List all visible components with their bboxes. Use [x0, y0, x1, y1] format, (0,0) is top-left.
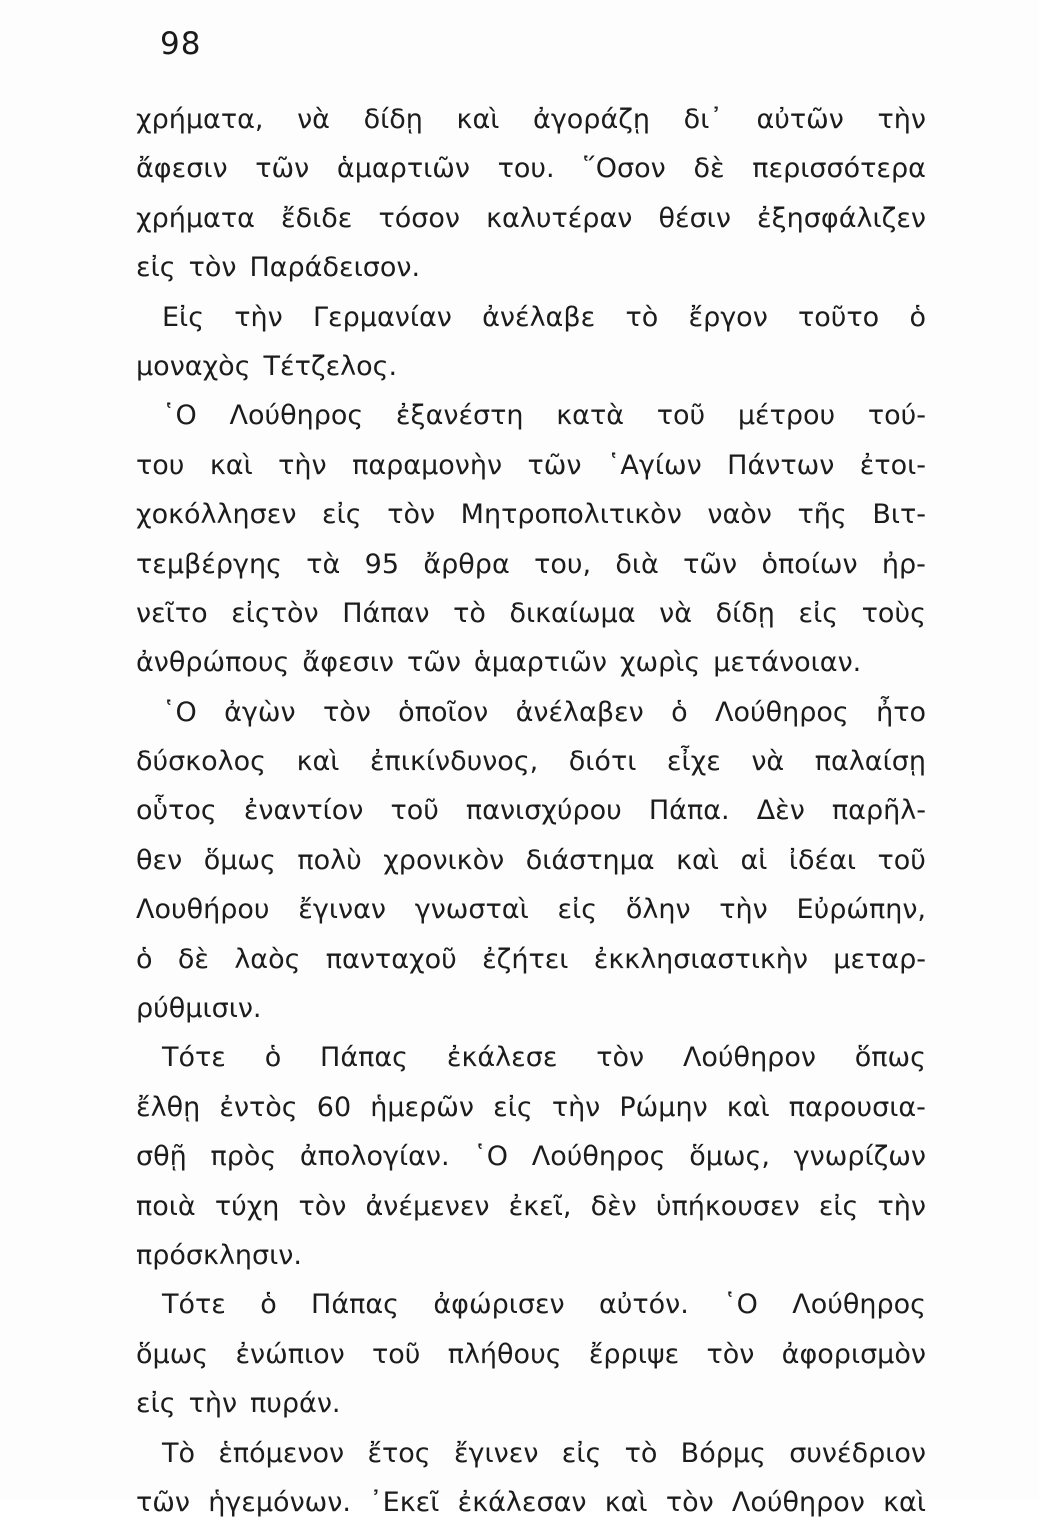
- word: Λούθηρος: [229, 400, 364, 432]
- word: νὰ: [297, 104, 330, 135]
- word: νὰ: [659, 597, 693, 629]
- word: νὰ: [751, 746, 785, 778]
- word: τού-: [867, 400, 926, 432]
- word: αὐτόν.: [598, 1289, 689, 1321]
- word: ἀνθρώπους: [136, 647, 290, 679]
- word: τῆς: [797, 499, 847, 531]
- word: ἦτο: [876, 696, 926, 728]
- word: καὶ: [296, 746, 340, 778]
- word: Γερμανίαν: [313, 301, 452, 333]
- word: διότι: [568, 746, 637, 778]
- word: τῶν: [255, 153, 310, 185]
- word: ἁμαρτιῶν: [473, 647, 607, 679]
- word: τὸν: [387, 499, 436, 531]
- word: εἰς: [798, 597, 839, 629]
- word: ἀνέμενεν: [365, 1190, 490, 1222]
- word: πλήθους: [447, 1338, 562, 1370]
- word: ὅμως: [203, 844, 276, 876]
- word: μοναχὸς: [136, 350, 251, 382]
- word: ῾Ο: [473, 1141, 509, 1173]
- text-line: [136, 1280, 926, 1329]
- word: τὸν: [322, 696, 371, 728]
- word: καὶ: [209, 449, 253, 481]
- word: τύχη: [214, 1190, 280, 1222]
- word: ῾Ο: [162, 696, 197, 728]
- text-line: [136, 540, 926, 589]
- word: καὶ: [883, 1486, 926, 1518]
- word: ποιὰ: [136, 1190, 196, 1222]
- word: περισσότερα: [752, 153, 926, 185]
- text-line: [136, 1033, 926, 1082]
- word: ρύθμισιν.: [136, 993, 262, 1025]
- word: ὁποῖον: [398, 696, 489, 728]
- word: ἐξησφάλιζεν: [757, 202, 926, 234]
- word: τὴν: [877, 1190, 926, 1222]
- word: ἐζήτει: [482, 943, 569, 975]
- word: καὶ: [726, 1091, 770, 1123]
- text-line: [136, 836, 926, 885]
- word: διάστημα: [525, 844, 655, 876]
- word: ἐκάλεσε: [446, 1042, 558, 1074]
- word: ναὸν: [707, 499, 772, 531]
- word: δικαίωμα: [509, 597, 636, 629]
- word: ἀγὼν: [224, 696, 296, 728]
- text-line: [136, 688, 926, 737]
- word: λαὸς: [234, 943, 301, 975]
- word: χρονικὸν: [383, 844, 505, 876]
- text-line: [136, 144, 926, 193]
- word: τὴν: [719, 894, 768, 926]
- word: καὶ: [676, 844, 719, 876]
- text-line: [136, 1330, 926, 1379]
- word: μεταρ-: [833, 943, 926, 975]
- word: κατὰ: [556, 400, 624, 432]
- word: ὅμως: [136, 1338, 209, 1370]
- word: ἄφεσιν: [136, 153, 228, 185]
- word: χρήματα,: [136, 104, 264, 135]
- word: τὴν: [278, 449, 327, 481]
- word: τὴν: [188, 1388, 238, 1420]
- word: τῶν: [406, 647, 461, 679]
- word: του,: [534, 548, 592, 580]
- word: Λούθηρος: [714, 696, 849, 728]
- word: Τότε: [162, 1042, 226, 1074]
- word: τῶν: [136, 1486, 190, 1518]
- word: γνωσταὶ: [414, 894, 529, 926]
- word: τὸν: [596, 1042, 645, 1074]
- word: οὗτος: [136, 795, 217, 827]
- body-text: [136, 95, 926, 1527]
- word: τοῦ: [372, 1338, 421, 1370]
- word: ἠρ-: [881, 548, 926, 580]
- word: δίδῃ: [363, 104, 423, 135]
- word: εἶχε: [666, 746, 721, 778]
- word: ἀνέλαβεν: [515, 696, 644, 728]
- word: Λούθηρος: [531, 1141, 666, 1173]
- word: Πάπας: [311, 1289, 400, 1321]
- word: τὴν: [877, 104, 926, 135]
- word: ἀφώρισεν: [433, 1289, 565, 1321]
- text-line: [136, 490, 926, 539]
- word: Λουθήρου: [136, 894, 270, 926]
- word: ὁποίων: [761, 548, 858, 580]
- word: μέτρου: [737, 400, 836, 432]
- word: Βόρμς: [680, 1437, 766, 1469]
- word: τῶν: [683, 548, 738, 580]
- text-line: [136, 1379, 926, 1428]
- word: χρήματα: [136, 202, 255, 234]
- word: ἔγιναν: [298, 894, 386, 926]
- word: καλυτέραν: [486, 202, 633, 234]
- word: χοκόλλησεν: [136, 499, 297, 531]
- word: ἡγεμόνων.: [208, 1486, 351, 1518]
- word: πανισχύρου: [465, 795, 622, 827]
- word: ἐκκλησιαστικὴν: [593, 943, 808, 975]
- word: εἰς: [561, 1437, 602, 1469]
- word: ἡμερῶν: [370, 1091, 474, 1123]
- word: τοῦτο: [798, 301, 880, 333]
- word: δὲ: [177, 943, 209, 975]
- word: αὐτῶν: [756, 104, 844, 135]
- word: χωρὶς: [619, 647, 701, 679]
- word: ἀγοράζῃ: [533, 104, 651, 135]
- word: 60: [316, 1091, 352, 1123]
- word: ὑπήκουσεν: [655, 1190, 800, 1222]
- word: τόσον: [378, 202, 461, 234]
- word: τὴν: [234, 301, 283, 333]
- word: καὶ: [604, 1486, 648, 1518]
- text-line: [136, 885, 926, 934]
- word: Τὸ: [162, 1437, 196, 1469]
- text-line: [136, 1083, 926, 1132]
- word: Πάπαν: [342, 597, 430, 629]
- word: ἔδιδε: [281, 202, 353, 234]
- text-line: [136, 243, 926, 292]
- word: αἱ: [740, 844, 768, 876]
- word: ἔτος: [367, 1437, 431, 1469]
- word: Μητροπολιτικὸν: [460, 499, 682, 531]
- word: ῞Οσον: [582, 153, 666, 185]
- text-line: [136, 984, 926, 1033]
- word: δὲν: [590, 1190, 637, 1222]
- word: μετάνοιαν.: [713, 647, 862, 679]
- word: τὸν: [298, 1190, 347, 1222]
- word: ἐτοι-: [859, 449, 926, 481]
- word: πολὺ: [297, 844, 362, 876]
- word: τὸν: [706, 1338, 755, 1370]
- page-number: 98: [160, 26, 202, 62]
- word: σθῇ: [136, 1141, 187, 1173]
- word: Δὲν: [756, 795, 805, 827]
- text-line: [136, 1132, 926, 1181]
- word: ἐπικίνδυνος,: [369, 746, 539, 778]
- text-line: [136, 1478, 926, 1527]
- word: εἰς: [493, 1091, 533, 1123]
- word: Πάπα.: [648, 795, 730, 827]
- word: παρουσια-: [788, 1091, 926, 1123]
- word: Παράδεισον.: [249, 252, 421, 284]
- word: Πάπας: [320, 1042, 409, 1074]
- word: Πάντων: [727, 449, 835, 481]
- word: εἰς: [136, 1388, 176, 1420]
- word: τὸ: [625, 301, 659, 333]
- word: συνέδριον: [789, 1437, 926, 1469]
- word: του: [136, 449, 185, 481]
- word: 95: [364, 548, 400, 580]
- word: τὸ: [453, 597, 486, 629]
- word: ἁμαρτιῶν: [336, 153, 470, 185]
- word: τοῦ: [390, 795, 439, 827]
- word: ῾Αγίων: [606, 449, 702, 481]
- word: τῶν: [527, 449, 582, 481]
- word: δὲ: [693, 153, 725, 185]
- word: τοῦ: [656, 400, 706, 432]
- word: νεῖτο: [136, 597, 208, 629]
- text-line: [136, 95, 926, 144]
- word: ὅπως: [854, 1042, 926, 1074]
- word: ἐκάλεσαν: [457, 1486, 587, 1518]
- text-line: [136, 1429, 926, 1478]
- text-line: [136, 638, 926, 687]
- text-line: [136, 1231, 926, 1280]
- word: ῾Ο: [723, 1289, 758, 1321]
- word: ἔλθῃ: [136, 1091, 201, 1123]
- text-line: [136, 342, 926, 391]
- word: Εὐρώπην,: [796, 894, 926, 926]
- text-line: [136, 441, 926, 490]
- word: ἰδέαι: [788, 844, 857, 876]
- word: τεμβέργης: [136, 548, 282, 580]
- word: εἰς: [136, 252, 176, 284]
- word: Λούθηρον: [682, 1042, 816, 1074]
- text-line: [136, 194, 926, 243]
- word: ῾Ο: [162, 400, 197, 432]
- word: τὰ: [306, 548, 341, 580]
- word: ἑπόμενον: [218, 1437, 345, 1469]
- text-line: [136, 1182, 926, 1231]
- text-line: [136, 737, 926, 786]
- word: ἔρριψε: [588, 1338, 680, 1370]
- word: παραμονὴν: [352, 449, 503, 481]
- word: Τότε: [162, 1289, 226, 1321]
- text-line: [136, 293, 926, 342]
- word: ἐνώπιον: [235, 1338, 345, 1370]
- word: ἐναντίον: [243, 795, 364, 827]
- word: ᾽Εκεῖ: [369, 1486, 440, 1518]
- word: Βιτ-: [872, 499, 926, 531]
- word: γνωρίζων: [793, 1141, 926, 1173]
- word: δίδῃ: [715, 597, 775, 629]
- word: ἀνέλαβε: [482, 301, 596, 333]
- word: θέσιν: [658, 202, 731, 234]
- word: πυράν.: [250, 1388, 341, 1420]
- word: ἀφορισμὸν: [781, 1338, 926, 1370]
- word: τὸν: [665, 1486, 714, 1518]
- word: παλαίσῃ: [814, 746, 926, 778]
- text-line: [136, 391, 926, 440]
- word: Εἰς: [162, 301, 205, 333]
- text-line: [136, 935, 926, 984]
- word: εἰςτὸν: [231, 597, 319, 629]
- text-line: [136, 786, 926, 835]
- word: τοὺς: [861, 597, 926, 629]
- word: Λούθηρον: [731, 1486, 865, 1518]
- word: ὅμως,: [689, 1141, 770, 1173]
- word: ἐντὸς: [219, 1091, 298, 1123]
- word: ἀπολογίαν.: [299, 1141, 450, 1173]
- word: δι᾽: [683, 104, 723, 135]
- word: Λούθηρος: [792, 1289, 926, 1321]
- word: διὰ: [615, 548, 659, 580]
- word: Ρώμην: [619, 1091, 708, 1123]
- word: ἄφεσιν: [302, 647, 394, 679]
- text-line: [136, 589, 926, 638]
- word: ἔργον: [688, 301, 768, 333]
- word: εἰς: [322, 499, 362, 531]
- word: ὁ: [136, 943, 153, 975]
- word: τὸ: [624, 1437, 658, 1469]
- word: ὁ: [909, 301, 926, 333]
- word: τὸν: [188, 252, 237, 284]
- word: ὁ: [671, 696, 688, 728]
- word: πρόσκλησιν.: [136, 1239, 302, 1271]
- word: εἰς: [818, 1190, 859, 1222]
- word: παρῆλ-: [831, 795, 926, 827]
- word: ὅλην: [625, 894, 691, 926]
- word: τοῦ: [877, 844, 926, 876]
- word: δύσκολος: [136, 746, 267, 778]
- word: του.: [497, 153, 555, 185]
- word: τὴν: [551, 1091, 601, 1123]
- word: εἰς: [557, 894, 598, 926]
- word: ὁ: [260, 1289, 277, 1321]
- word: ἔγινεν: [453, 1437, 539, 1469]
- word: θεν: [136, 844, 183, 876]
- word: καὶ: [456, 104, 500, 135]
- word: πανταχοῦ: [325, 943, 457, 975]
- word: ἐξανέστη: [395, 400, 524, 432]
- word: ἐκεῖ,: [508, 1190, 572, 1222]
- word: ὁ: [264, 1042, 282, 1074]
- word: πρὸς: [210, 1141, 277, 1173]
- word: ἄρθρα: [423, 548, 510, 580]
- word: Τέτζελος.: [263, 350, 398, 382]
